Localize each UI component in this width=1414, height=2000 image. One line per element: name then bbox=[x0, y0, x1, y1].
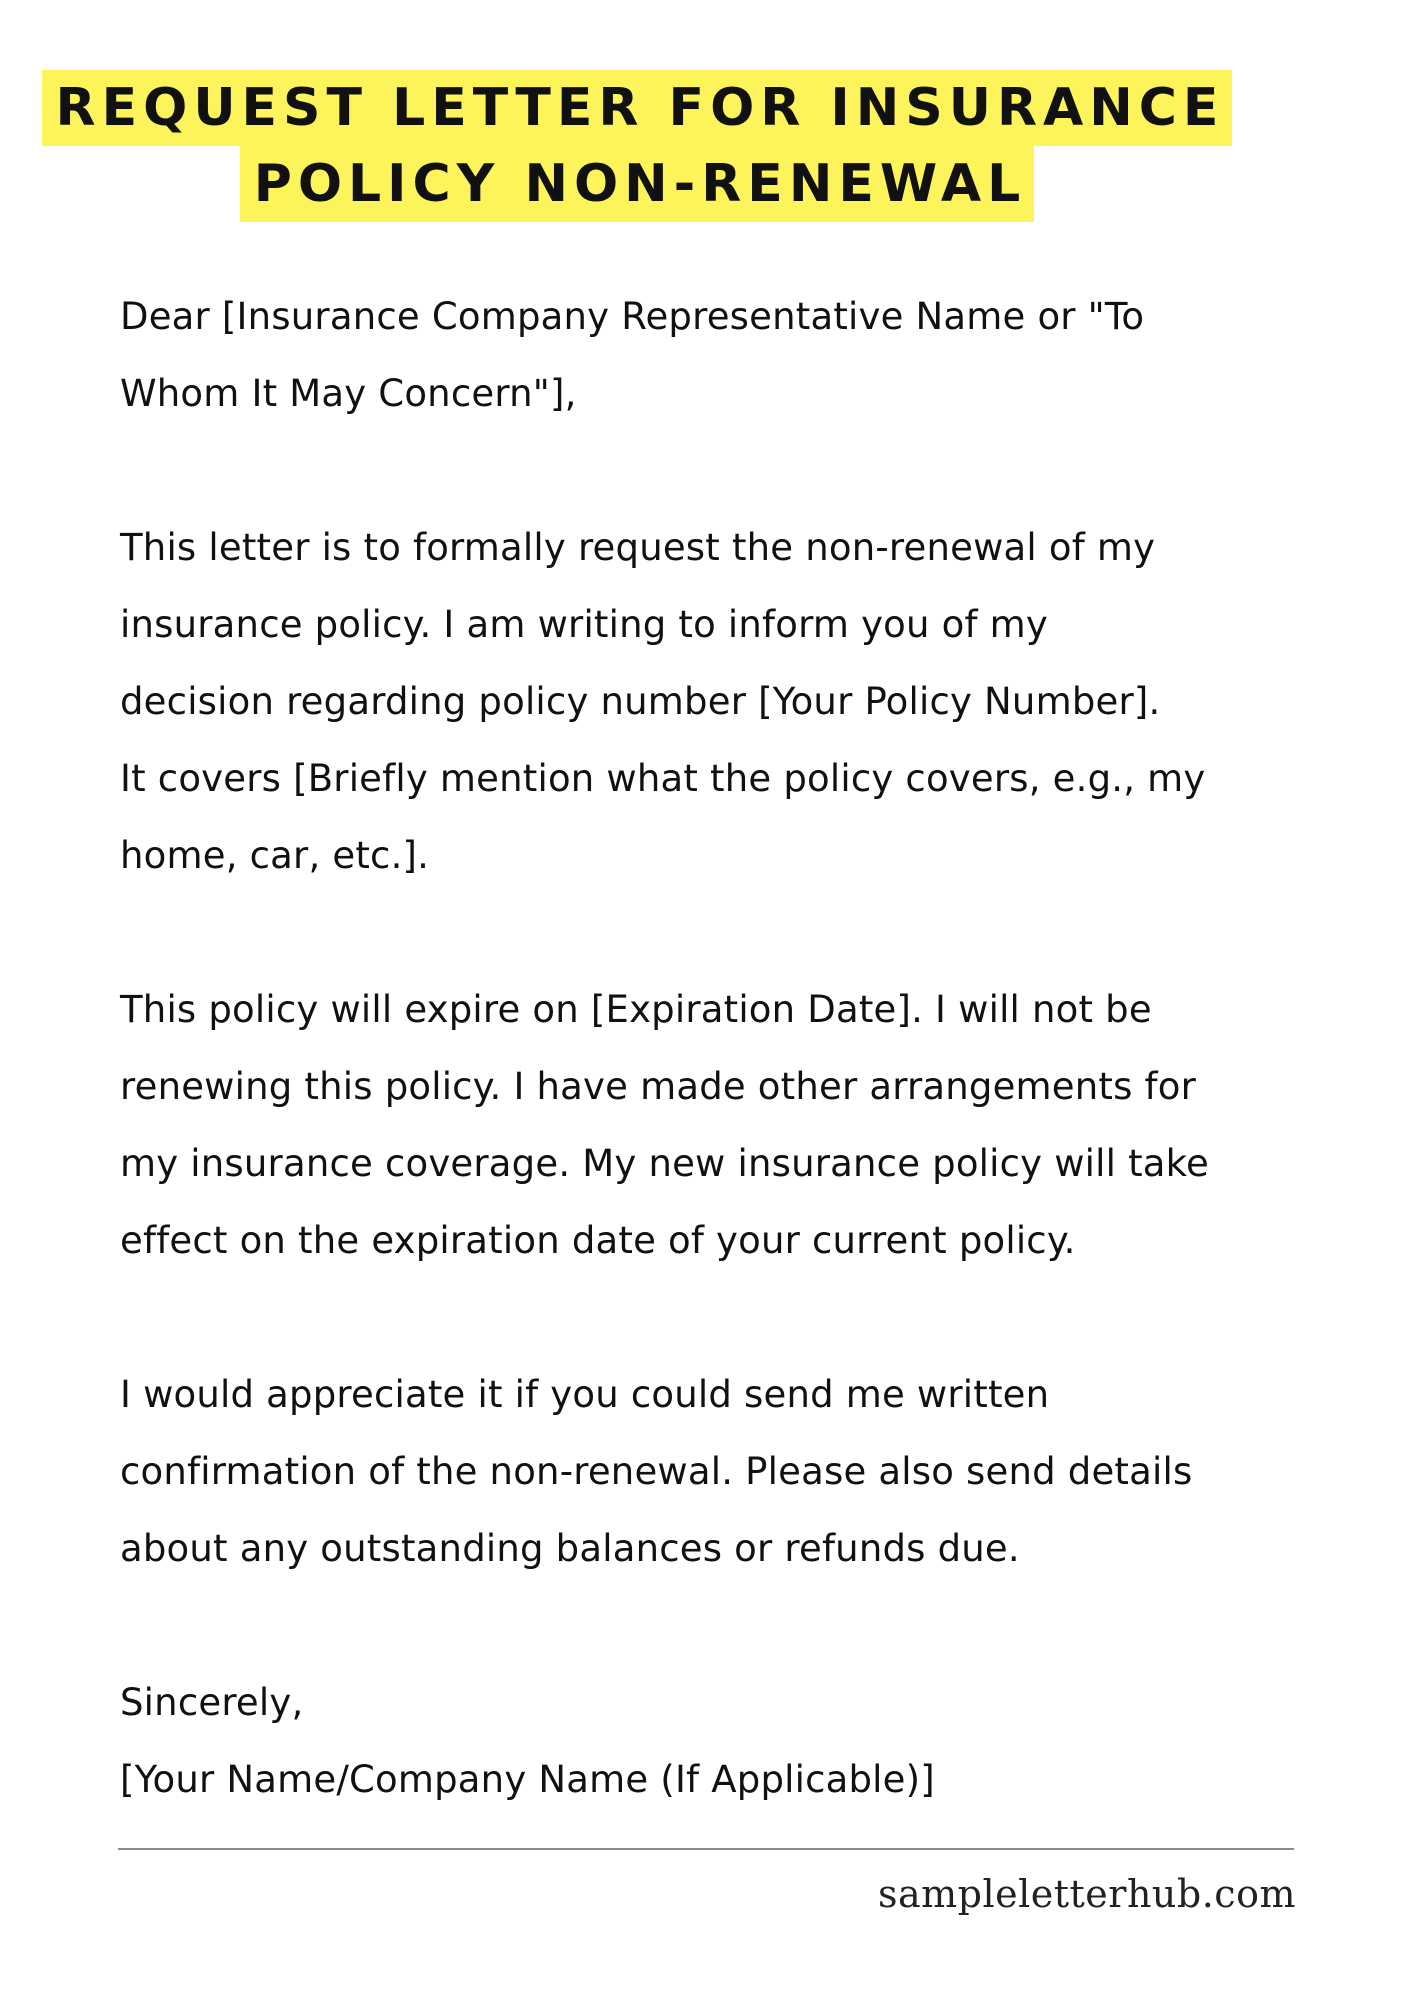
paragraph-line: my insurance coverage. My new insurance policy will take bbox=[120, 1142, 1209, 1185]
closing-block bbox=[120, 1664, 1360, 1818]
paragraph-line: I would appreciate it if you could send me written bbox=[120, 1373, 1050, 1416]
paragraph-2 bbox=[120, 971, 1360, 1279]
footer-divider bbox=[118, 1848, 1294, 1850]
footer-site: sampleletterhub.com bbox=[877, 1872, 1296, 1916]
paragraph-line: It covers [Briefly mention what the policy covers, e.g., my bbox=[120, 757, 1206, 800]
salutation bbox=[120, 278, 1360, 432]
salutation-line: Dear [Insurance Company Representative Name or "To bbox=[120, 295, 1145, 338]
paragraph-line: This policy will expire on [Expiration Date]. I will not be bbox=[120, 988, 1152, 1031]
paragraph-line: confirmation of the non-renewal. Please also send details bbox=[120, 1450, 1193, 1493]
title-line-2: POLICY NON-RENEWAL bbox=[240, 146, 1035, 222]
paragraph-line: home, car, etc.]. bbox=[120, 834, 430, 877]
paragraph-line: about any outstanding balances or refunds due. bbox=[120, 1527, 1020, 1570]
paragraph-line: insurance policy. I am writing to inform you of my bbox=[120, 603, 1048, 646]
paragraph-line: renewing this policy. I have made other arrangements for bbox=[120, 1065, 1197, 1108]
title-line-1: REQUEST LETTER FOR INSURANCE bbox=[42, 70, 1233, 146]
paragraph-line: decision regarding policy number [Your Policy Number]. bbox=[120, 680, 1161, 723]
closing: Sincerely, bbox=[120, 1681, 304, 1724]
signature: [Your Name/Company Name (If Applicable)] bbox=[120, 1758, 935, 1801]
salutation-line: Whom It May Concern"], bbox=[120, 372, 577, 415]
paragraph-1 bbox=[120, 509, 1360, 894]
paragraph-3 bbox=[120, 1356, 1360, 1587]
paragraph-line: This letter is to formally request the non-renewal of my bbox=[120, 526, 1156, 569]
paragraph-line: effect on the expiration date of your current policy. bbox=[120, 1219, 1076, 1262]
letter-body bbox=[120, 278, 1360, 1818]
page-title bbox=[0, 70, 1414, 222]
